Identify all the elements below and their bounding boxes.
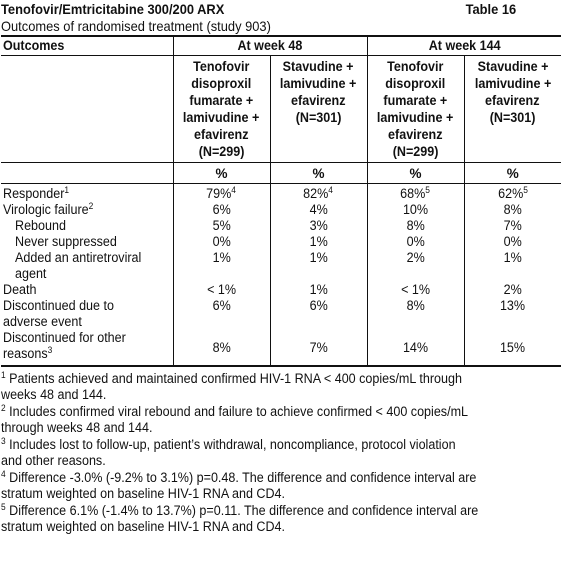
row-value: 1% — [270, 234, 367, 250]
row-label: Virologic failure$^2$ — [3, 201, 94, 217]
row-value: 8% — [367, 218, 464, 234]
footnotes — [1, 367, 561, 535]
arm-header-line: (N=301) — [295, 110, 342, 125]
row-label: Responder$^1$ — [1, 184, 173, 203]
row-value: 10% — [367, 202, 464, 218]
arm-header — [270, 56, 367, 163]
arm-header-line: (N=299) — [198, 144, 245, 159]
arm-header-line: efavirenz — [388, 127, 443, 142]
arm-header-line: disoproxil — [385, 76, 446, 91]
table-subtitle: Outcomes of randomised treatment (study 903) — [1, 18, 271, 34]
row-value: 3% — [270, 218, 367, 234]
arm-header-line: (N=301) — [489, 110, 536, 125]
arm-header-line: disoproxil — [191, 76, 252, 91]
table-row — [1, 282, 561, 298]
row-label: Discontinued for other reasons$^3$ — [1, 330, 173, 366]
row-value: < 1% — [367, 282, 464, 298]
unit-label: % — [464, 163, 561, 184]
unit-label: % — [173, 163, 270, 184]
row-value: 0% — [173, 234, 270, 250]
arm-header — [173, 56, 270, 163]
row-value: 4% — [270, 202, 367, 218]
row-value: 0% — [367, 234, 464, 250]
row-value: 1% — [464, 250, 561, 282]
row-label: Discontinued due to adverse event — [3, 298, 114, 329]
group-header-week48: At week 48 — [173, 36, 367, 56]
arm-header-line: lamivudine + — [280, 76, 357, 91]
footnote: $^3$ Includes lost to follow-up, patient’s withdrawal, noncompliance, protocol violation and other reasons. — [1, 436, 456, 468]
row-value: 7% — [464, 218, 561, 234]
row-value: 8% — [464, 202, 561, 218]
arm-header-line: efavirenz — [485, 93, 540, 108]
arm-header-line: Stavudine + — [477, 59, 549, 74]
row-value: 1% — [270, 250, 367, 282]
row-value: 6% — [173, 202, 270, 218]
unit-label: % — [270, 163, 367, 184]
unit-row-blank — [1, 163, 173, 184]
document-title: Tenofovir/Emtricitabine 300/200 ARX — [1, 1, 225, 17]
row-value: 8% — [173, 330, 270, 366]
row-value: 7% — [270, 330, 367, 366]
row-value: 6% — [173, 298, 270, 330]
table-row — [1, 250, 561, 282]
row-value: 15% — [464, 330, 561, 366]
row-value: 62%$^5$ — [464, 184, 561, 203]
row-value: 6% — [270, 298, 367, 330]
arm-header-line: lamivudine + — [183, 110, 260, 125]
row-value: 2% — [367, 250, 464, 282]
arm-header-line: efavirenz — [194, 127, 249, 142]
table-row — [1, 202, 561, 218]
footnote: $^1$ Patients achieved and maintained confirmed HIV-1 RNA < 400 copies/mL through weeks 48 and 144. — [1, 370, 462, 402]
row-value: 1% — [270, 282, 367, 298]
outcomes-header: Outcomes — [1, 36, 173, 56]
arm-header — [367, 56, 464, 163]
arm-header-line: lamivudine + — [377, 110, 454, 125]
table-row — [1, 298, 561, 330]
table-row — [1, 330, 561, 366]
footnote: $^5$ Difference 6.1% (-1.4% to 13.7%) p=0.11. The difference and confidence interval are stratum weighted on baseline HIV-1 RNA and CD4. — [1, 502, 479, 534]
row-label: Never suppressed — [15, 234, 117, 249]
row-value: 0% — [464, 234, 561, 250]
outcomes-table — [1, 35, 561, 367]
row-label: Added an antiretroviral agent — [15, 250, 142, 281]
row-value: < 1% — [173, 282, 270, 298]
table-number: Table 16 — [465, 1, 517, 17]
row-value: 79%$^4$ — [173, 184, 270, 203]
group-header-week144: At week 144 — [367, 36, 561, 56]
footnote: $^2$ Includes confirmed viral rebound and failure to achieve confirmed < 400 copies/mL through weeks 48 and 144. — [1, 403, 469, 435]
table-row — [1, 184, 561, 203]
row-value: 8% — [367, 298, 464, 330]
row-value: 13% — [464, 298, 561, 330]
title-row — [1, 0, 560, 18]
table-row — [1, 218, 561, 234]
arm-header-line: (N=299) — [392, 144, 439, 159]
row-value: 5% — [173, 218, 270, 234]
arm-header-line: Tenofovir — [387, 59, 444, 74]
footnote: $^4$ Difference -3.0% (-9.2% to 3.1%) p=0.48. The difference and confidence interval are stratum weighted on baseline HIV-1 RNA and CD4. — [1, 469, 477, 501]
row-value: 82%$^4$ — [270, 184, 367, 203]
arm-header — [464, 56, 561, 163]
arm-header-line: Tenofovir — [193, 59, 250, 74]
table-row — [1, 234, 561, 250]
arm-header-line: lamivudine + — [474, 76, 551, 91]
row-label: Rebound — [15, 218, 66, 233]
arm-header-line: Stavudine + — [283, 59, 354, 74]
row-value: 68%$^5$ — [367, 184, 464, 203]
row-value: 1% — [173, 250, 270, 282]
row-label: Death — [3, 282, 37, 297]
arm-header-line: fumarate + — [383, 93, 448, 108]
row-value: 14% — [367, 330, 464, 366]
unit-label: % — [367, 163, 464, 184]
outcomes-header-blank — [1, 56, 173, 163]
row-value: 2% — [464, 282, 561, 298]
arm-header-line: fumarate + — [189, 93, 254, 108]
arm-header-line: efavirenz — [291, 93, 346, 108]
